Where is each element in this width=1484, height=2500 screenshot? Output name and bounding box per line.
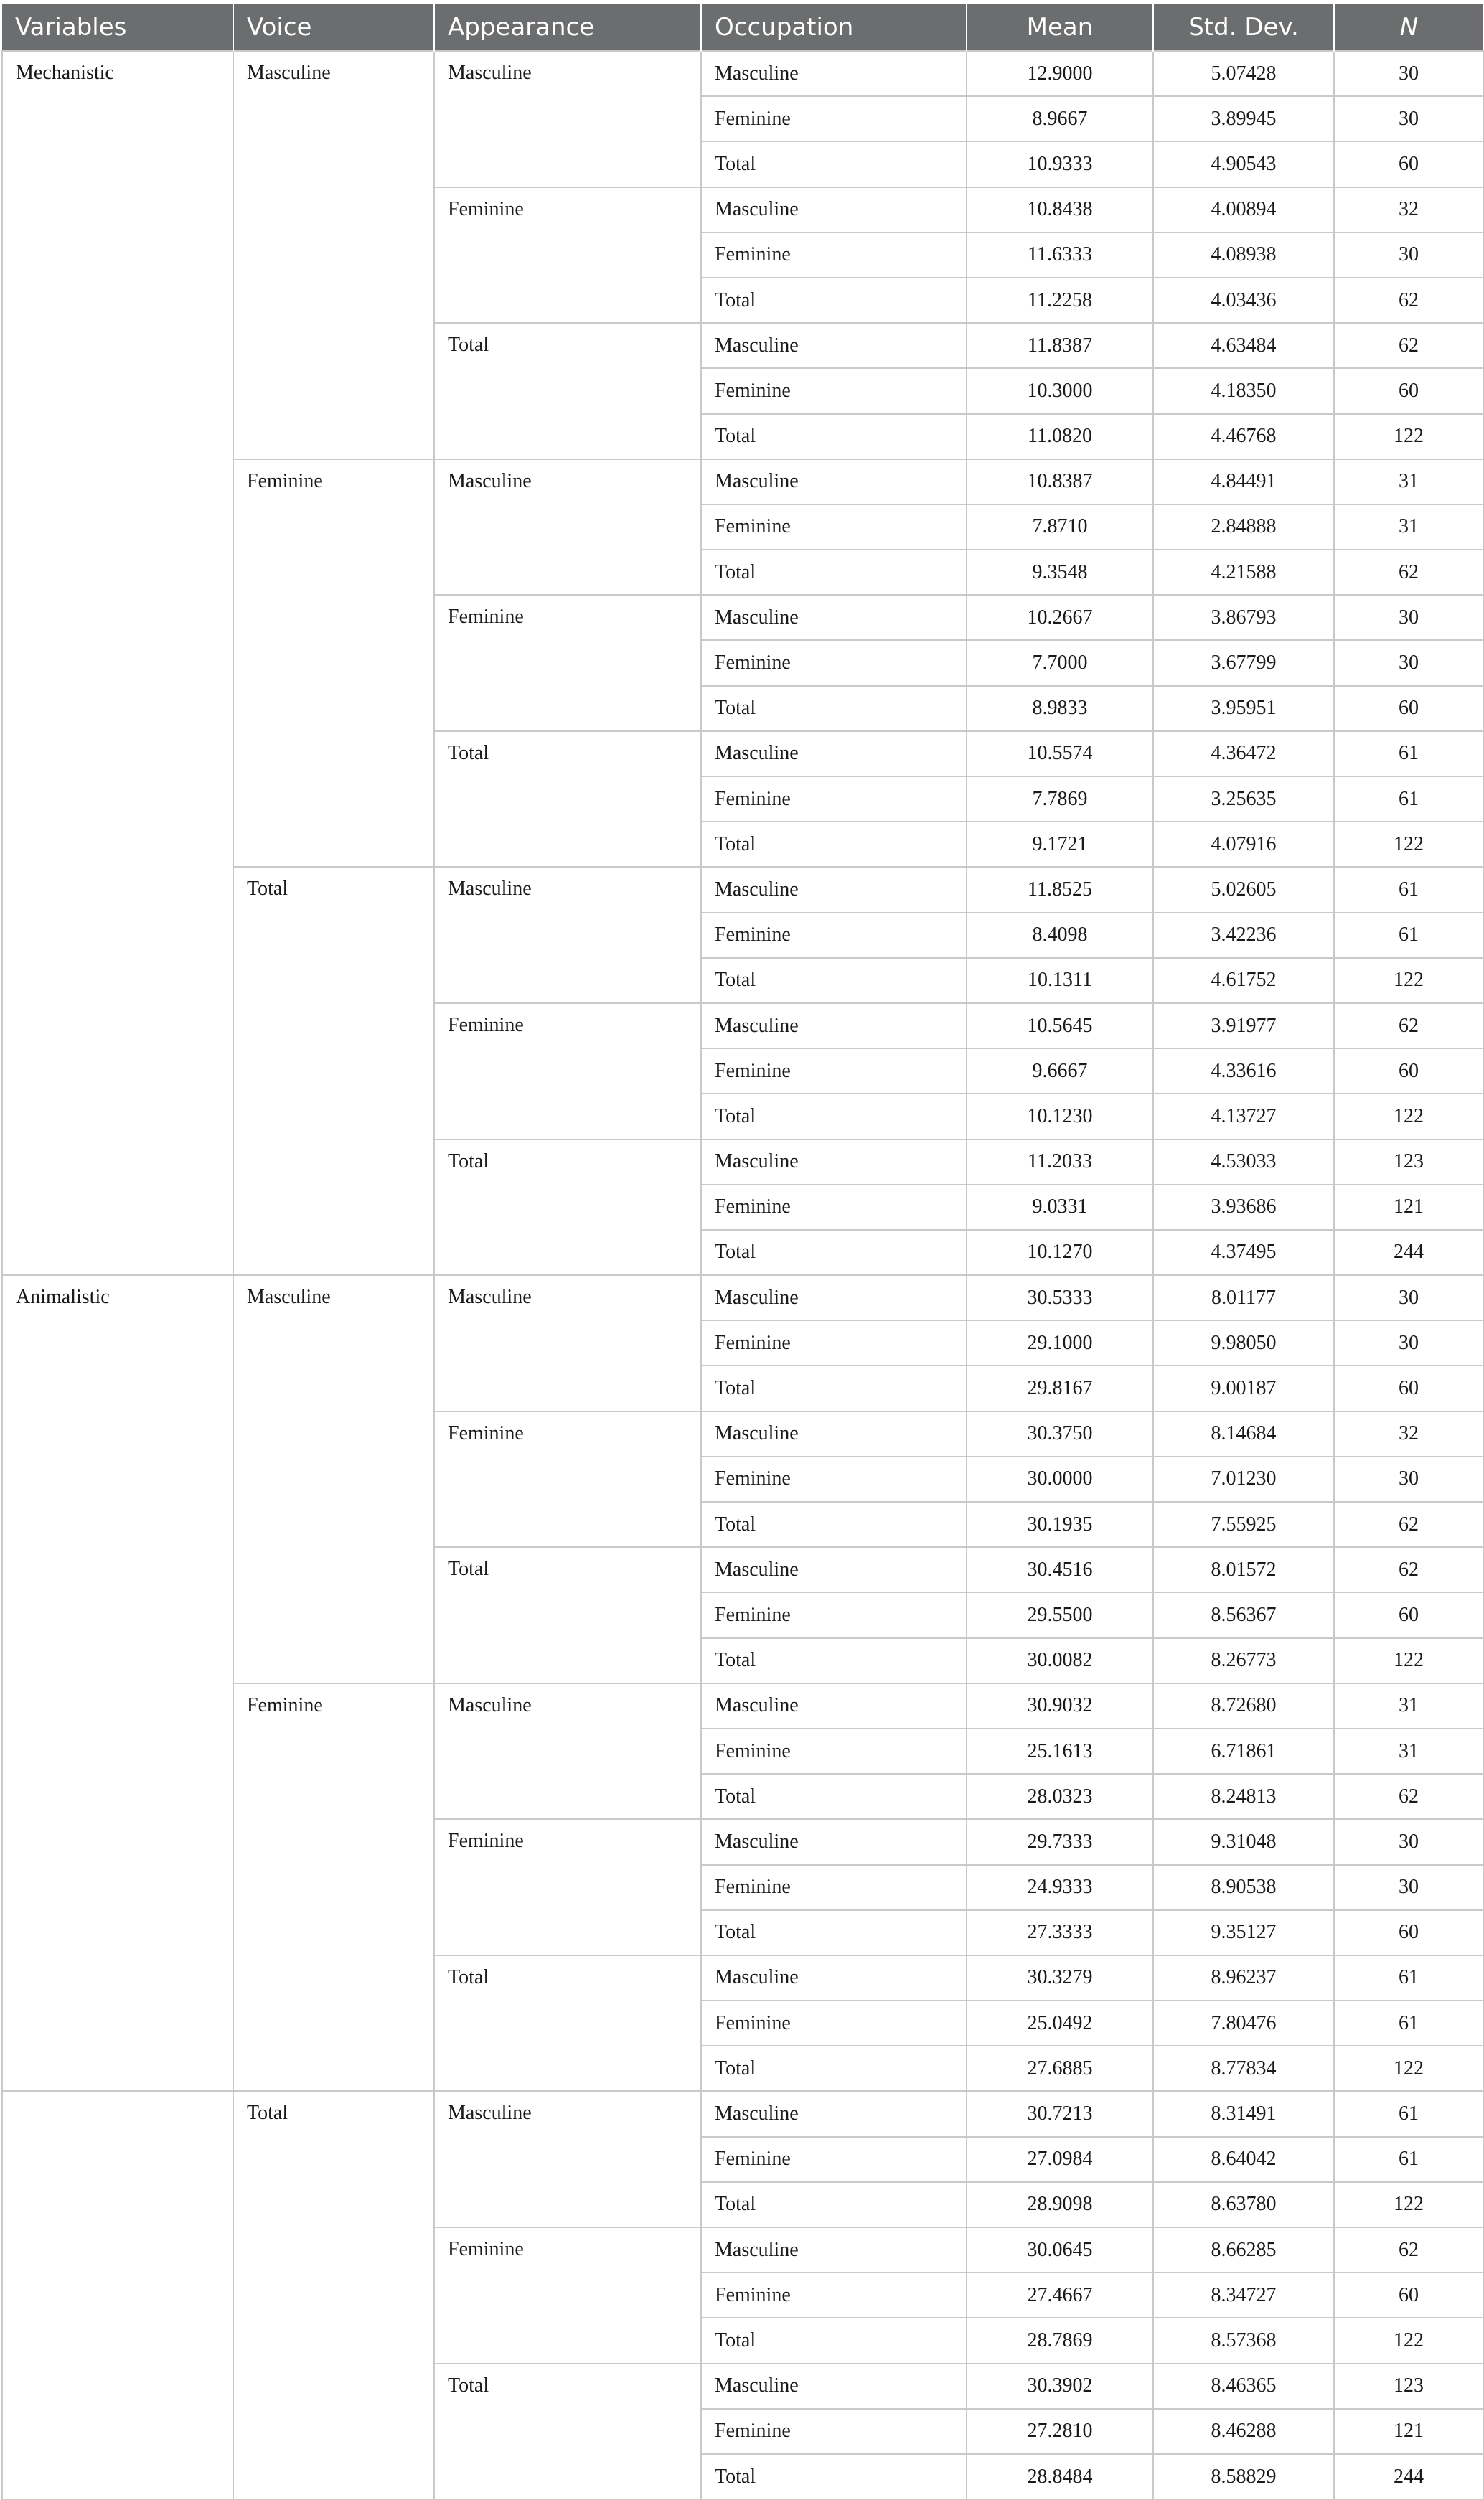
std-dev-cell: 3.42236	[1153, 913, 1334, 958]
n-cell: 244	[1334, 2454, 1483, 2499]
mean-cell: 30.0082	[967, 1638, 1153, 1683]
appearance-cell: Masculine	[434, 1683, 701, 1820]
n-cell: 122	[1334, 2046, 1483, 2091]
std-dev-cell: 4.21588	[1153, 550, 1334, 595]
appearance-cell: Masculine	[434, 2091, 701, 2227]
occupation-cell: Feminine	[701, 776, 967, 822]
mean-cell: 30.9032	[967, 1683, 1153, 1729]
occupation-cell: Feminine	[701, 1865, 967, 1910]
std-dev-cell: 3.67799	[1153, 640, 1334, 685]
table-header	[2, 4, 1483, 51]
mean-cell: 30.1935	[967, 1502, 1153, 1547]
n-cell: 122	[1334, 414, 1483, 459]
n-cell: 122	[1334, 958, 1483, 1003]
appearance-cell: Total	[434, 1139, 701, 1276]
occupation-cell: Feminine	[701, 1457, 967, 1502]
std-dev-cell: 4.61752	[1153, 958, 1334, 1003]
mean-cell: 30.5333	[967, 1275, 1153, 1320]
n-cell: 30	[1334, 232, 1483, 278]
mean-cell: 30.7213	[967, 2091, 1153, 2136]
std-dev-cell: 6.71861	[1153, 1729, 1334, 1774]
mean-cell: 11.2258	[967, 278, 1153, 323]
occupation-cell: Total	[701, 1638, 967, 1683]
std-dev-cell: 8.77834	[1153, 2046, 1334, 2091]
std-dev-cell: 4.08938	[1153, 232, 1334, 278]
occupation-cell: Feminine	[701, 2273, 967, 2318]
std-dev-cell: 8.46288	[1153, 2409, 1334, 2454]
occupation-cell: Masculine	[701, 323, 967, 368]
n-cell: 32	[1334, 187, 1483, 232]
std-dev-cell: 4.53033	[1153, 1139, 1334, 1185]
n-cell: 122	[1334, 1094, 1483, 1139]
occupation-cell: Feminine	[701, 913, 967, 958]
mean-cell: 28.8484	[967, 2454, 1153, 2499]
occupation-cell: Masculine	[701, 595, 967, 640]
mean-cell: 10.5574	[967, 731, 1153, 776]
n-cell: 61	[1334, 2137, 1483, 2182]
mean-cell: 7.8710	[967, 504, 1153, 550]
std-dev-cell: 4.07916	[1153, 822, 1334, 867]
mean-cell: 8.9667	[967, 96, 1153, 141]
mean-cell: 11.8525	[967, 867, 1153, 912]
mean-cell: 11.8387	[967, 323, 1153, 368]
mean-cell: 30.0645	[967, 2227, 1153, 2273]
n-cell: 60	[1334, 686, 1483, 731]
mean-cell: 30.4516	[967, 1547, 1153, 1592]
mean-cell: 9.3548	[967, 550, 1153, 595]
occupation-cell: Masculine	[701, 1683, 967, 1729]
appearance-cell: Masculine	[434, 1275, 701, 1411]
occupation-cell: Feminine	[701, 96, 967, 141]
mean-cell: 30.3279	[967, 1955, 1153, 2001]
header-voice: Voice	[233, 4, 434, 51]
variable-cell	[2, 2091, 233, 2499]
std-dev-cell: 8.31491	[1153, 2091, 1334, 2136]
occupation-cell: Masculine	[701, 2091, 967, 2136]
mean-cell: 11.0820	[967, 414, 1153, 459]
std-dev-cell: 8.01572	[1153, 1547, 1334, 1592]
appearance-cell: Total	[434, 1547, 701, 1683]
mean-cell: 30.3902	[967, 2364, 1153, 2409]
mean-cell: 7.7000	[967, 640, 1153, 685]
mean-cell: 10.1311	[967, 958, 1153, 1003]
mean-cell: 11.6333	[967, 232, 1153, 278]
occupation-cell: Feminine	[701, 2137, 967, 2182]
std-dev-cell: 4.84491	[1153, 459, 1334, 504]
occupation-cell: Feminine	[701, 368, 967, 413]
mean-cell: 10.1230	[967, 1094, 1153, 1139]
voice-cell: Masculine	[233, 51, 434, 459]
n-cell: 62	[1334, 1003, 1483, 1048]
descriptive-statistics-table	[1, 4, 1484, 2500]
std-dev-cell: 9.31048	[1153, 1819, 1334, 1864]
mean-cell: 8.4098	[967, 913, 1153, 958]
appearance-cell: Total	[434, 323, 701, 459]
n-cell: 32	[1334, 1411, 1483, 1457]
std-dev-cell: 3.91977	[1153, 1003, 1334, 1048]
n-cell: 30	[1334, 1320, 1483, 1366]
table-row	[2, 1275, 1483, 1320]
occupation-cell: Masculine	[701, 1819, 967, 1864]
occupation-cell: Feminine	[701, 504, 967, 550]
occupation-cell: Total	[701, 2454, 967, 2499]
appearance-cell: Masculine	[434, 51, 701, 187]
n-cell: 30	[1334, 51, 1483, 96]
voice-cell: Feminine	[233, 459, 434, 868]
n-cell: 122	[1334, 2318, 1483, 2363]
n-cell: 30	[1334, 1275, 1483, 1320]
n-cell: 62	[1334, 1774, 1483, 1819]
std-dev-cell: 5.02605	[1153, 867, 1334, 912]
mean-cell: 10.8387	[967, 459, 1153, 504]
std-dev-cell: 9.98050	[1153, 1320, 1334, 1366]
std-dev-cell: 8.66285	[1153, 2227, 1334, 2273]
mean-cell: 28.0323	[967, 1774, 1153, 1819]
appearance-cell: Feminine	[434, 1411, 701, 1548]
occupation-cell: Feminine	[701, 1729, 967, 1774]
variable-cell: Animalistic	[2, 1275, 233, 2091]
std-dev-cell: 7.80476	[1153, 2001, 1334, 2046]
std-dev-cell: 3.25635	[1153, 776, 1334, 822]
header-mean: Mean	[967, 4, 1153, 51]
occupation-cell: Masculine	[701, 187, 967, 232]
occupation-cell: Total	[701, 1094, 967, 1139]
std-dev-cell: 4.13727	[1153, 1094, 1334, 1139]
occupation-cell: Total	[701, 822, 967, 867]
n-cell: 62	[1334, 1502, 1483, 1547]
std-dev-cell: 4.46768	[1153, 414, 1334, 459]
std-dev-cell: 8.96237	[1153, 1955, 1334, 2001]
n-cell: 30	[1334, 640, 1483, 685]
occupation-cell: Total	[701, 1774, 967, 1819]
std-dev-cell: 8.57368	[1153, 2318, 1334, 2363]
n-cell: 60	[1334, 1048, 1483, 1094]
appearance-cell: Total	[434, 1955, 701, 2092]
n-cell: 122	[1334, 822, 1483, 867]
occupation-cell: Total	[701, 1366, 967, 1411]
voice-cell: Total	[233, 2091, 434, 2499]
appearance-cell: Masculine	[434, 459, 701, 596]
occupation-cell: Masculine	[701, 731, 967, 776]
appearance-cell: Total	[434, 731, 701, 868]
std-dev-cell: 4.37495	[1153, 1230, 1334, 1275]
n-cell: 121	[1334, 2409, 1483, 2454]
n-cell: 60	[1334, 1592, 1483, 1637]
n-cell: 60	[1334, 1910, 1483, 1955]
n-cell: 60	[1334, 2273, 1483, 2318]
mean-cell: 27.2810	[967, 2409, 1153, 2454]
mean-cell: 28.9098	[967, 2182, 1153, 2227]
appearance-cell: Feminine	[434, 2227, 701, 2364]
occupation-cell: Total	[701, 2182, 967, 2227]
appearance-cell: Feminine	[434, 1003, 701, 1139]
mean-cell: 10.1270	[967, 1230, 1153, 1275]
std-dev-cell: 4.33616	[1153, 1048, 1334, 1094]
occupation-cell: Total	[701, 141, 967, 187]
mean-cell: 25.0492	[967, 2001, 1153, 2046]
occupation-cell: Masculine	[701, 1003, 967, 1048]
table-row	[2, 2091, 1483, 2136]
occupation-cell: Masculine	[701, 51, 967, 96]
mean-cell: 27.4667	[967, 2273, 1153, 2318]
n-cell: 61	[1334, 776, 1483, 822]
header-n: N	[1334, 4, 1483, 51]
mean-cell: 29.7333	[967, 1819, 1153, 1864]
occupation-cell: Masculine	[701, 1275, 967, 1320]
n-cell: 62	[1334, 1547, 1483, 1592]
occupation-cell: Masculine	[701, 1411, 967, 1457]
occupation-cell: Total	[701, 414, 967, 459]
n-cell: 62	[1334, 2227, 1483, 2273]
occupation-cell: Feminine	[701, 232, 967, 278]
std-dev-cell: 4.36472	[1153, 731, 1334, 776]
occupation-cell: Masculine	[701, 1139, 967, 1185]
occupation-cell: Total	[701, 278, 967, 323]
std-dev-cell: 8.90538	[1153, 1865, 1334, 1910]
n-cell: 31	[1334, 459, 1483, 504]
std-dev-cell: 7.55925	[1153, 1502, 1334, 1547]
std-dev-cell: 4.18350	[1153, 368, 1334, 413]
appearance-cell: Feminine	[434, 595, 701, 731]
mean-cell: 10.5645	[967, 1003, 1153, 1048]
n-cell: 61	[1334, 1955, 1483, 2001]
occupation-cell: Masculine	[701, 2364, 967, 2409]
mean-cell: 12.9000	[967, 51, 1153, 96]
voice-cell: Total	[233, 867, 434, 1275]
mean-cell: 8.9833	[967, 686, 1153, 731]
occupation-cell: Feminine	[701, 1185, 967, 1230]
mean-cell: 27.0984	[967, 2137, 1153, 2182]
n-cell: 62	[1334, 323, 1483, 368]
std-dev-cell: 9.00187	[1153, 1366, 1334, 1411]
n-cell: 31	[1334, 1683, 1483, 1729]
occupation-cell: Total	[701, 1502, 967, 1547]
mean-cell: 9.1721	[967, 822, 1153, 867]
std-dev-cell: 4.90543	[1153, 141, 1334, 187]
header-variables: Variables	[2, 4, 233, 51]
std-dev-cell: 3.89945	[1153, 96, 1334, 141]
voice-cell: Feminine	[233, 1683, 434, 2092]
mean-cell: 29.5500	[967, 1592, 1153, 1637]
header-appearance: Appearance	[434, 4, 701, 51]
mean-cell: 30.0000	[967, 1457, 1153, 1502]
n-cell: 121	[1334, 1185, 1483, 1230]
std-dev-cell: 2.84888	[1153, 504, 1334, 550]
table-body	[2, 51, 1483, 2499]
header-occupation: Occupation	[701, 4, 967, 51]
n-cell: 61	[1334, 2091, 1483, 2136]
table-row	[2, 51, 1483, 96]
occupation-cell: Total	[701, 686, 967, 731]
appearance-cell: Total	[434, 2364, 701, 2500]
std-dev-cell: 8.01177	[1153, 1275, 1334, 1320]
n-cell: 123	[1334, 2364, 1483, 2409]
std-dev-cell: 3.93686	[1153, 1185, 1334, 1230]
occupation-cell: Feminine	[701, 2409, 967, 2454]
std-dev-cell: 8.63780	[1153, 2182, 1334, 2227]
mean-cell: 10.3000	[967, 368, 1153, 413]
mean-cell: 28.7869	[967, 2318, 1153, 2363]
mean-cell: 10.8438	[967, 187, 1153, 232]
std-dev-cell: 8.14684	[1153, 1411, 1334, 1457]
std-dev-cell: 4.00894	[1153, 187, 1334, 232]
occupation-cell: Total	[701, 958, 967, 1003]
occupation-cell: Feminine	[701, 640, 967, 685]
n-cell: 31	[1334, 504, 1483, 550]
occupation-cell: Total	[701, 1910, 967, 1955]
occupation-cell: Masculine	[701, 2227, 967, 2273]
std-dev-cell: 8.24813	[1153, 1774, 1334, 1819]
std-dev-cell: 9.35127	[1153, 1910, 1334, 1955]
std-dev-cell: 7.01230	[1153, 1457, 1334, 1502]
mean-cell: 10.9333	[967, 141, 1153, 187]
n-cell: 244	[1334, 1230, 1483, 1275]
mean-cell: 9.0331	[967, 1185, 1153, 1230]
occupation-cell: Feminine	[701, 2001, 967, 2046]
occupation-cell: Total	[701, 550, 967, 595]
std-dev-cell: 8.56367	[1153, 1592, 1334, 1637]
std-dev-cell: 8.72680	[1153, 1683, 1334, 1729]
header-std-dev: Std. Dev.	[1153, 4, 1334, 51]
std-dev-cell: 5.07428	[1153, 51, 1334, 96]
n-cell: 61	[1334, 867, 1483, 912]
occupation-cell: Masculine	[701, 1955, 967, 2001]
occupation-cell: Masculine	[701, 1547, 967, 1592]
n-cell: 122	[1334, 2182, 1483, 2227]
occupation-cell: Total	[701, 1230, 967, 1275]
std-dev-cell: 4.03436	[1153, 278, 1334, 323]
n-cell: 30	[1334, 1865, 1483, 1910]
n-cell: 31	[1334, 1729, 1483, 1774]
n-cell: 60	[1334, 368, 1483, 413]
n-cell: 30	[1334, 96, 1483, 141]
n-cell: 62	[1334, 550, 1483, 595]
mean-cell: 10.2667	[967, 595, 1153, 640]
mean-cell: 27.3333	[967, 1910, 1153, 1955]
mean-cell: 11.2033	[967, 1139, 1153, 1185]
header-row	[2, 4, 1483, 51]
mean-cell: 7.7869	[967, 776, 1153, 822]
std-dev-cell: 3.95951	[1153, 686, 1334, 731]
n-cell: 30	[1334, 595, 1483, 640]
n-cell: 60	[1334, 1366, 1483, 1411]
occupation-cell: Feminine	[701, 1048, 967, 1094]
mean-cell: 27.6885	[967, 2046, 1153, 2091]
n-cell: 122	[1334, 1638, 1483, 1683]
occupation-cell: Masculine	[701, 867, 967, 912]
std-dev-cell: 8.26773	[1153, 1638, 1334, 1683]
appearance-cell: Feminine	[434, 187, 701, 324]
std-dev-cell: 3.86793	[1153, 595, 1334, 640]
n-cell: 60	[1334, 141, 1483, 187]
n-cell: 61	[1334, 2001, 1483, 2046]
occupation-cell: Total	[701, 2046, 967, 2091]
mean-cell: 29.8167	[967, 1366, 1153, 1411]
variable-cell: Mechanistic	[2, 51, 233, 1275]
appearance-cell: Masculine	[434, 867, 701, 1003]
std-dev-cell: 8.46365	[1153, 2364, 1334, 2409]
occupation-cell: Masculine	[701, 459, 967, 504]
n-cell: 61	[1334, 913, 1483, 958]
mean-cell: 29.1000	[967, 1320, 1153, 1366]
occupation-cell: Feminine	[701, 1592, 967, 1637]
mean-cell: 25.1613	[967, 1729, 1153, 1774]
std-dev-cell: 8.58829	[1153, 2454, 1334, 2499]
n-cell: 30	[1334, 1819, 1483, 1864]
n-cell: 61	[1334, 731, 1483, 776]
std-dev-cell: 4.63484	[1153, 323, 1334, 368]
occupation-cell: Total	[701, 2318, 967, 2363]
std-dev-cell: 8.64042	[1153, 2137, 1334, 2182]
appearance-cell: Feminine	[434, 1819, 701, 1955]
n-cell: 30	[1334, 1457, 1483, 1502]
mean-cell: 9.6667	[967, 1048, 1153, 1094]
voice-cell: Masculine	[233, 1275, 434, 1683]
std-dev-cell: 8.34727	[1153, 2273, 1334, 2318]
occupation-cell: Feminine	[701, 1320, 967, 1366]
n-cell: 62	[1334, 278, 1483, 323]
mean-cell: 24.9333	[967, 1865, 1153, 1910]
n-cell: 123	[1334, 1139, 1483, 1185]
mean-cell: 30.3750	[967, 1411, 1153, 1457]
